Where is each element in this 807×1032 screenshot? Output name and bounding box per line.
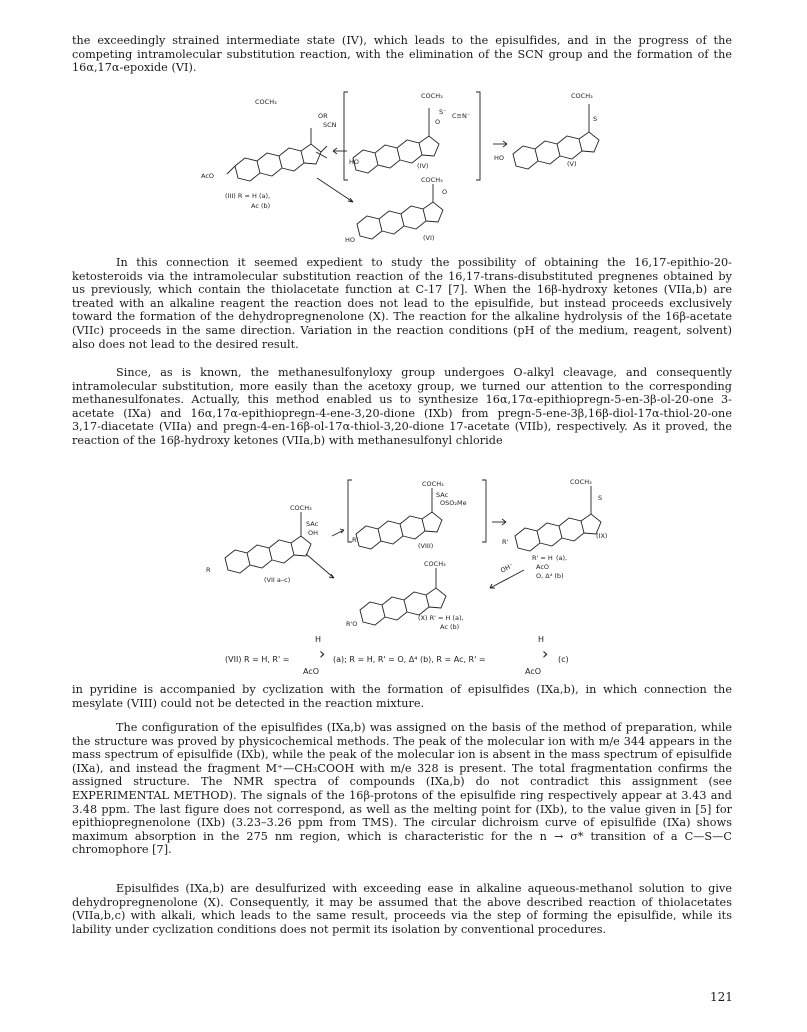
vii-definition-c: (c) [558, 655, 569, 664]
branch-symbol-2: › [542, 644, 549, 663]
steroid-skeleton-v [513, 104, 599, 169]
vii-definition-main: (VII) R = H, R' = [225, 655, 290, 664]
compound-viii-label: (VIII) [418, 542, 434, 550]
arrow-iii-vi [317, 178, 353, 202]
reaction-scheme-2 [200, 478, 630, 653]
paragraph-5: The configuration of the episulfides (IXa,b) was assigned on the basis of the method of preparation, while the structure was proved by physicochemical methods. The peak of the molecular ion with m/e 344 appears in the mass spectrum of episulfide (IXb), while the peak of the molecular ion is absent in the mass spectrum of episulfide (IXa), and instead the fragment M⁺—CH₃COOH with m/e 328 is present. The total fragmentation confirms the assigned structure. The NMR spectra of compounds (IXa,b) do not contradict this assignment (see EXPERIMENTAL METHOD). The signals of the 16β-protons of the episulfide ring respectively appear at 3.43 and 3.48 ppm. The last figure does not correspond, as well as the melting point for (IXb), to the value given in [5] for epithiopregnenolone (IXb) (3.23–3.26 ppm from TMS). The circular dichroism curve of episulfide (IXa) shows maximum absorption in the 275 nm region, which is characteristic for the n → σ* transition of a C—S—C chromophore [7]. [72, 721, 732, 857]
scheme-2-svg [200, 478, 630, 653]
page-number: 121 [710, 990, 733, 1004]
cn-label: C≡N⁻ [452, 112, 471, 120]
sac-label-vii: SAc [306, 520, 319, 528]
branch-symbol-1: › [319, 644, 326, 663]
steroid-skeleton-viii [356, 488, 442, 549]
reaction-scheme-1 [195, 86, 598, 246]
arrow-vii-viii [332, 530, 344, 536]
ho-label-vi: HO [345, 236, 356, 244]
paragraph-1: the exceedingly strained intermediate state (IV), which leads to the episulfides, and in the progress of the competing intramolecular substitution reaction, with the elimination of the SCN group and the formation of the 16α,17α-epoxide (VI). [72, 34, 732, 75]
coch3-label-x: COCH₃ [424, 560, 446, 568]
bracket-left-viii [348, 480, 352, 542]
coch3-label-vi: COCH₃ [421, 176, 443, 184]
scn-label: SCN [323, 121, 337, 129]
oh-label-vii: OH [308, 529, 319, 537]
compound-iii-b-label: Ac (b) [251, 202, 271, 210]
arrow-ix-x [490, 570, 524, 588]
or-label: OR [318, 112, 328, 120]
r-prime-o-label-x: R'O [346, 620, 358, 628]
h-label-1: H [315, 635, 322, 644]
ix-aco-label: AcO [536, 563, 550, 571]
s-minus-label: S⁻ [439, 108, 447, 116]
r-label-vii: R [206, 566, 211, 574]
compound-iii-label: (III) R = H (a), [225, 192, 271, 200]
coch3-label-ix: COCH₃ [570, 478, 592, 486]
bracket-right-iv [476, 92, 480, 180]
bracket-left-iv [344, 92, 348, 180]
ix-a-label: (a), [556, 554, 568, 562]
compound-x-label: (X) R' = H (a), [418, 614, 464, 622]
ix-r-label: R' = H [532, 554, 553, 562]
coch3-label-viii: COCH₃ [422, 480, 444, 488]
compound-vii-label: (VII a–c) [264, 576, 291, 584]
aco-label: AcO [201, 172, 215, 180]
ho-label-v: HO [494, 154, 505, 162]
steroid-skeleton-vii [225, 512, 311, 573]
steroid-skeleton-iii [227, 128, 327, 181]
paragraph-6: Episulfides (IXa,b) are desulfurized with exceeding ease in alkaline aqueous-methanol solution to give dehydropregnenolone (X). Consequently, it may be assumed that the above described reaction of thiolacetates (VIIa,b,c) with alkali, which leads to the same result, proceeds via the step of forming the episulfide, while its lability under cyclization conditions does not permit its isolation by conventional procedures. [72, 882, 732, 936]
compound-vii-definitions [215, 635, 755, 677]
vii-definition-mid: (a); R = H, R' = O, Δ⁴ (b), R = Ac, R' = [333, 655, 486, 664]
paragraph-4: in pyridine is accompanied by cyclization with the formation of episulfides (IXa,b), in which connection the mesylate (VIII) could not be detected in the reaction mixture. [72, 683, 732, 710]
ho-label-iv: HO [349, 158, 360, 166]
aco-label-1: AcO [303, 667, 320, 676]
s-label-v: S [593, 115, 598, 123]
steroid-skeleton-ix [515, 486, 601, 551]
coch3-label-vii: COCH₃ [290, 504, 312, 512]
r-prime-label-ix: R' [502, 538, 509, 546]
bracket-right-viii [482, 480, 486, 542]
compound-x-b-label: Ac (b) [440, 623, 460, 631]
ix-b-label: O, Δ⁴ (b) [536, 572, 564, 580]
coch3-label: COCH₃ [255, 98, 277, 106]
compound-iv-label: (IV) [417, 162, 429, 170]
steroid-skeleton-vi [357, 184, 443, 239]
s-label-ix: S [598, 494, 603, 502]
compound-ix-label: (IX) [596, 532, 608, 540]
compound-vi-label: (VI) [423, 234, 435, 242]
paragraph-2: In this connection it seemed expedient to study the possibility of obtaining the 16,17-epithio-20-ketosteroids via the intramolecular substitution reaction of the 16,17-trans-disubstituted pregnenes obtained by us previously, which contain the thiolacetate function at C-17 [7]. When the 16β-hydroxy ketones (VIIa,b) are treated with an alkaline reagent the reaction does not lead to the episulfide, but instead proceeds exclusively toward the formation of the dehydropregnenolone (X). The reaction for the alkaline hydrolysis of the 16β-acetate (VIIc) proceeds in the same direction. Variation in the reaction conditions (pH of the medium, reagent, solvent) also does not lead to the desired result. [72, 256, 732, 351]
coch3-label-v: COCH₃ [571, 92, 593, 100]
r-prime-label-viii: R' [352, 536, 359, 544]
o-label-vi: O [442, 188, 448, 196]
coch3-label-iv: COCH₃ [421, 92, 443, 100]
h-label-2: H [538, 635, 545, 644]
oh-minus-label: OH⁻ [499, 561, 515, 575]
sac-label-viii: SAc [436, 491, 449, 499]
compound-v-label: (V) [567, 160, 577, 168]
oso2me-label: OSO₂Me [440, 499, 467, 507]
aco-label-2: AcO [525, 667, 542, 676]
paragraph-3: Since, as is known, the methanesulfonyloxy group undergoes O-alkyl cleavage, and consequently intramolecular substitution, more easily than the acetoxy group, we turned our attention to the corresponding methanesulfonates. Actually, this method enabled us to synthesize 16α,17α-epithiopregn-5-en-3β-ol-20-one 3-acetate (IXa) and 16α,17α-epithiopregn-4-ene-3,20-dione (IXb) from pregn-5-ene-3β,16β-diol-17α-thiol-20-one 3,17-diacetate (VIIa) and pregn-4-en-16β-ol-17α-thiol-3,20-dione 17-acetate (VIIb), respectively. As it proved, the reaction of the 16β-hydroxy ketones (VIIa,b) with methanesulfonyl chloride [72, 366, 732, 447]
o-label: O [435, 118, 441, 126]
arrow-vii-x [306, 554, 334, 578]
scheme-1-svg [195, 86, 598, 246]
